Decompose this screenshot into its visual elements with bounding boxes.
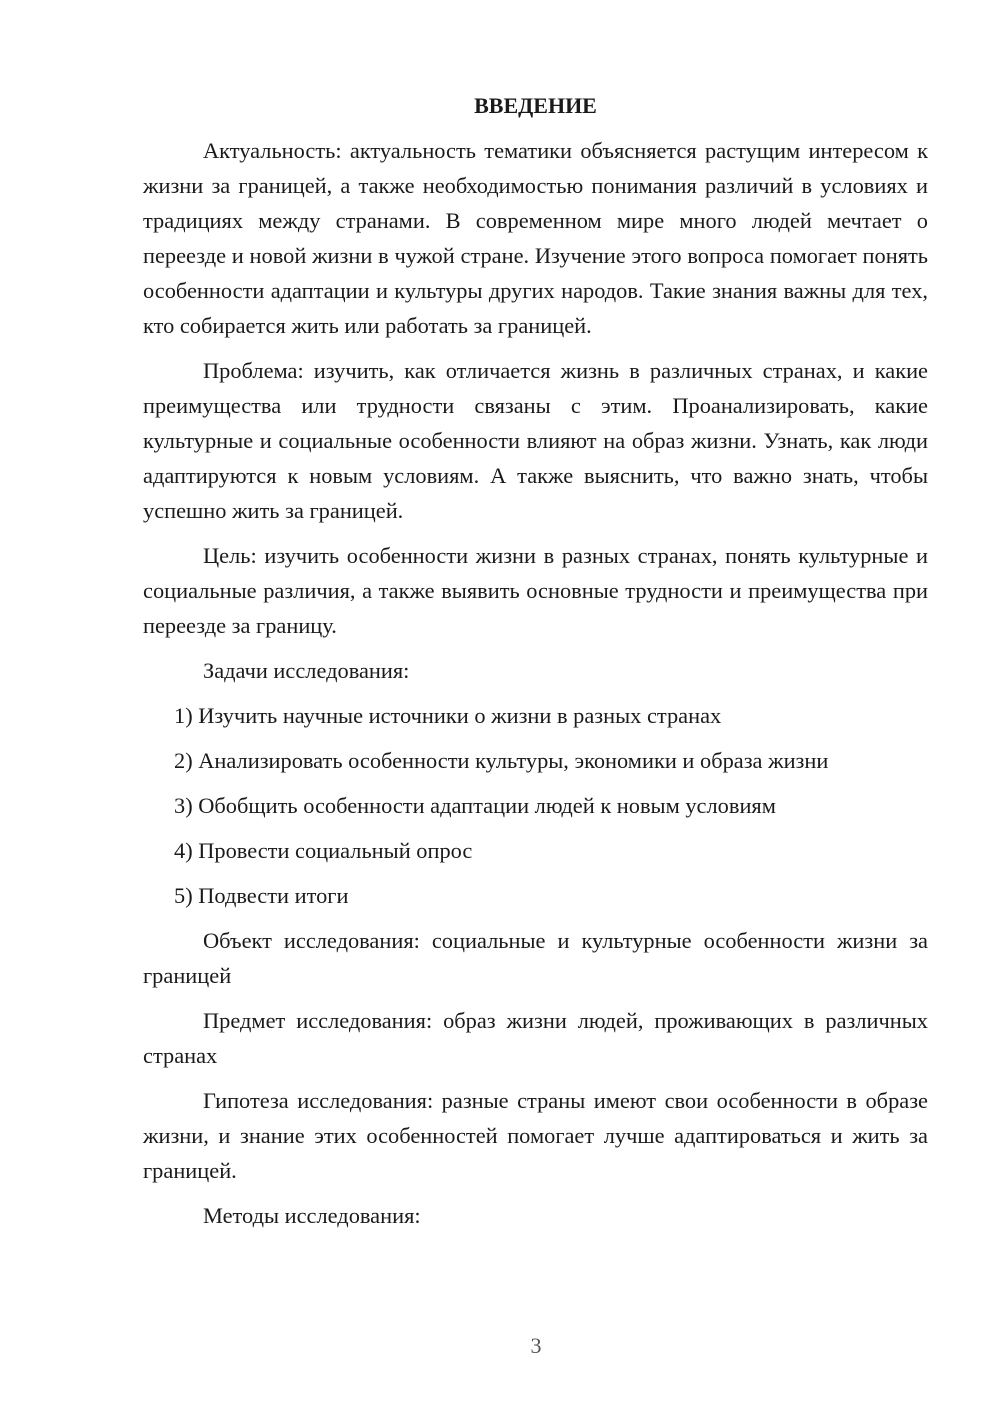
document-title: ВВЕДЕНИЕ [474,93,597,118]
document-page [143,88,928,1243]
page-number: 3 [530,1333,542,1358]
paragraph-relevance: Актуальность: актуальность тематики объясняется растущим интересом к жизни за границей, а также необходимостью понимания различий в условиях и традициях между странами. В современном мире много людей мечтает о переезде и новой жизни в чужой стране. Изучение этого вопроса помогает понять особенности адаптации и культуры других народов. Такие знания важны для тех, кто собирается жить или работать за границей. [143,138,928,338]
paragraph-subject: Предмет исследования: образ жизни людей, проживающих в различных странах [143,1008,928,1068]
methods-heading: Методы исследования: [203,1203,421,1228]
task-item-1: 1) Изучить научные источники о жизни в разных странах [174,703,722,728]
task-item-5: 5) Подвести итоги [174,883,349,908]
task-item-2: 2) Анализировать особенности культуры, экономики и образа жизни [174,748,829,773]
paragraph-hypothesis: Гипотеза исследования: разные страны имеют свои особенности в образе жизни, и знание этих особенностей помогает лучше адаптироваться и жить за границей. [143,1088,928,1183]
paragraph-problem: Проблема: изучить, как отличается жизнь в различных странах, и какие преимущества или трудности связаны с этим. Проанализировать, какие культурные и социальные особенности влияют на образ жизни. Узнать, как люди адаптируются к новым условиям. А также выяснить, что важно знать, чтобы успешно жить за границей. [143,358,928,523]
task-item-3: 3) Обобщить особенности адаптации людей к новым условиям [174,793,776,818]
task-item-4: 4) Провести социальный опрос [174,838,473,863]
tasks-heading: Задачи исследования: [203,658,410,683]
paragraph-object: Объект исследования: социальные и культурные особенности жизни за границей [143,928,928,988]
paragraph-goal: Цель: изучить особенности жизни в разных странах, понять культурные и социальные различия, а также выявить основные трудности и преимущества при переезде за границу. [143,543,928,638]
